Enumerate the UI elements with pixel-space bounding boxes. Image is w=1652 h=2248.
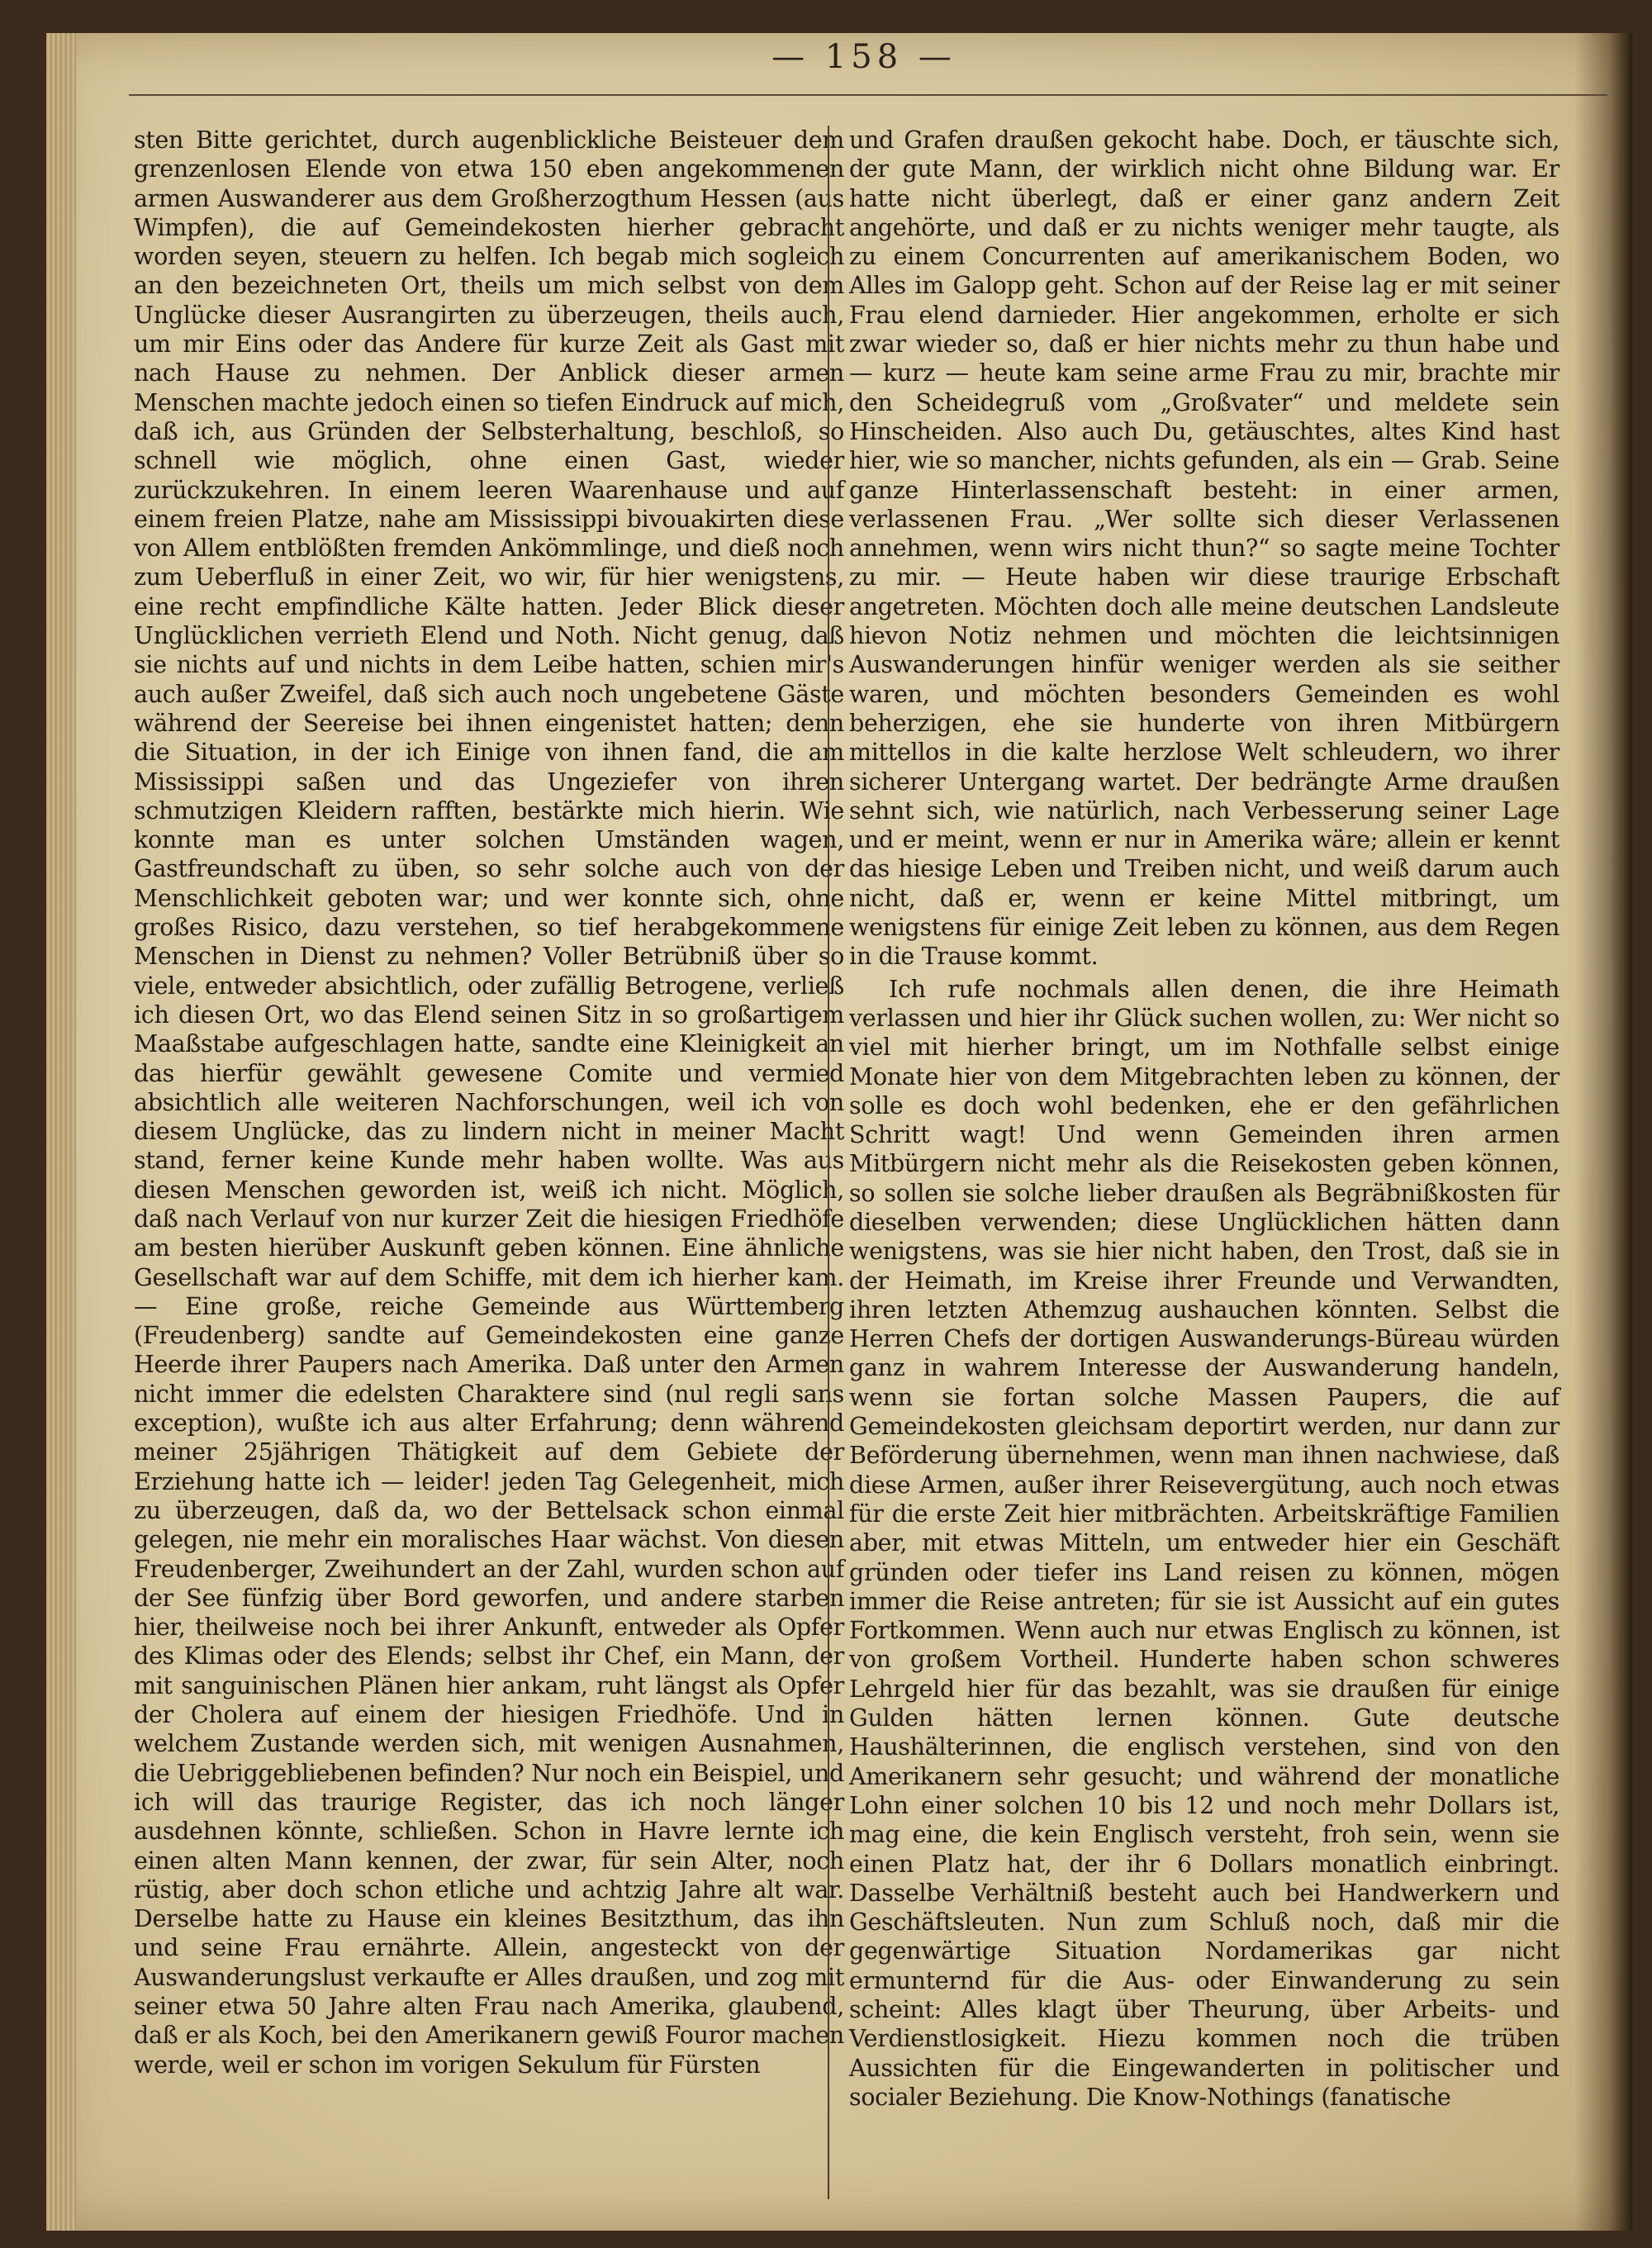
left-column (134, 126, 844, 2079)
page-stack-edge (46, 33, 76, 2231)
left-column-paragraph: sten Bitte gerichtet, durch augenblickliche Beisteuer dem grenzenlosen Elende von etwa 150 eben angekommenen armen Auswanderer aus dem Großherzogthum Hessen (aus Wimpfen), die auf Gemeindekosten hierher gebracht worden seyen, steuern zu helfen. Ich begab mich sogleich an den bezeichneten Ort, theils um mich selbst von dem Unglücke dieser Ausrangirten zu überzeugen, theils auch, um mir Eins oder das Andere für kurze Zeit als Gast mit nach Hause zu nehmen. Der Anblick dieser armen Menschen machte jedoch einen so tiefen Eindruck auf mich, daß ich, aus Gründen der Selbsterhaltung, beschloß, so schnell wie möglich, ohne einen Gast, wieder zurückzukehren. In einem leeren Waarenhause und auf einem freien Platze, nahe am Mississippi bivouakirten diese von Allem entblößten fremden Ankömmlinge, und dieß noch zum Ueberfluß in einer Zeit, wo wir, für hier wenigstens, eine recht empfindliche Kälte hatten. Jeder Blick dieser Unglücklichen verrieth Elend und Noth. Nicht genug, daß sie nichts auf und nichts in dem Leibe hatten, schien mir's auch außer Zweifel, daß sich auch noch ungebetene Gäste während der Seereise bei ihnen eingenistet hatten; denn die Situation, in der ich Einige von ihnen fand, die am Mississippi saßen und das Ungeziefer von ihren schmutzigen Kleidern rafften, bestärkte mich hierin. Wie konnte man es unter solchen Umständen wagen, Gastfreundschaft zu üben, so sehr solche auch von der Menschlichkeit geboten war; und wer konnte sich, ohne großes Risico, dazu verstehen, so tief herabgekommene Menschen in Dienst zu nehmen? Voller Betrübniß über so viele, entweder absichtlich, oder zufällig Betrogene, verließ ich diesen Ort, wo das Elend seinen Sitz in so großartigem Maaßstabe aufgeschlagen hatte, sandte eine Kleinigkeit an das hierfür gewählt gewesene Comite und vermied absichtlich alle weiteren Nachforschungen, weil ich von diesem Unglücke, das zu lindern nicht in meiner Macht stand, ferner keine Kunde mehr haben wollte. Was aus diesen Menschen geworden ist, weiß ich nicht. Möglich, daß nach Verlauf von nur kurzer Zeit die hiesigen Friedhöfe am besten hierüber Auskunft geben können. Eine ähnliche Gesellschaft war auf dem Schiffe, mit dem ich hierher kam. — Eine große, reiche Gemeinde aus Württemberg (Freudenberg) sandte auf Gemeindekosten eine ganze Heerde ihrer Paupers nach Amerika. Daß unter den Armen nicht immer die edelsten Charaktere sind (nul regli sans exception), wußte ich aus alter Erfahrung; denn während meiner 25jährigen Thätigkeit auf dem Gebiete der Erziehung hatte ich — leider! jeden Tag Gelegenheit, mich zu überzeugen, daß da, wo der Bettelsack schon einmal gelegen, nie mehr ein moralisches Haar wächst. Von diesen Freudenberger, Zweihundert an der Zahl, wurden schon auf der See fünfzig über Bord geworfen, und andere starben hier, theilweise noch bei ihrer Ankunft, entweder als Opfer des Klimas oder des Elends; selbst ihr Chef, ein Mann, der mit sanguinischen Plänen hier ankam, ruht längst als Opfer der Cholera auf einem der hiesigen Friedhöfe. Und in welchem Zustande werden sich, mit wenigen Ausnahmen, die Uebriggebliebenen befinden? Nur noch ein Beispiel, und ich will das traurige Register, das ich noch länger ausdehnen könnte, schließen. Schon in Havre lernte ich einen alten Mann kennen, der zwar, für sein Alter, noch rüstig, aber doch schon etliche und achtzig Jahre alt war. Derselbe hatte zu Hause ein kleines Besitzthum, das ihn und seine Frau ernährte. Allein, angesteckt von der Auswanderungslust verkaufte er Alles draußen, und zog mit seiner etwa 50 Jahre alten Frau nach Amerika, glaubend, daß er als Koch, bei den Amerikanern gewiß Fouror machen werde, weil er schon im vorigen Sekulum für Fürsten (134, 126, 844, 2079)
page-number: — 158 — (771, 38, 957, 76)
column-divider (828, 126, 829, 2199)
right-column (849, 126, 1559, 2112)
book-gutter (1574, 33, 1632, 2231)
header-rule (129, 94, 1607, 96)
book-page (46, 33, 1632, 2231)
right-column-paragraph: Ich rufe nochmals allen denen, die ihre Heimath verlassen und hier ihr Glück suchen wollen, zu: Wer nicht so viel mit hierher bringt, um im Nothfalle selbst einige Monate hier von dem Mitgebrachten leben zu können, der solle es doch wohl bedenken, ehe er den gefährlichen Schritt wagt! Und wenn Gemeinden ihren armen Mitbürgern nicht mehr als die Reisekosten geben können, so sollen sie solche lieber draußen als Begräbnißkosten für dieselben verwenden; diese Unglücklichen hätten dann wenigstens, was sie hier nicht haben, den Trost, daß sie in der Heimath, im Kreise ihrer Freunde und Verwandten, ihren letzten Athemzug aushauchen könnten. Selbst die Herren Chefs der dortigen Auswanderungs-Büreau würden ganz in wahrem Interesse der Auswanderung handeln, wenn sie fortan solche Massen Paupers, die auf Gemeindekosten gleichsam deportirt werden, nur dann zur Beförderung übernehmen, wenn man ihnen nachwiese, daß diese Armen, außer ihrer Reisevergütung, auch noch etwas für die erste Zeit hier mitbrächten. Arbeitskräftige Familien aber, mit etwas Mitteln, um entweder hier ein Geschäft gründen oder tiefer ins Land reisen zu können, mögen immer die Reise antreten; für sie ist Aussicht auf ein gutes Fortkommen. Wenn auch nur etwas Englisch zu können, ist von großem Vortheil. Hunderte haben schon schweres Lehrgeld hier für das bezahlt, was sie draußen für einige Gulden hätten lernen können. Gute deutsche Haushälterinnen, die englisch verstehen, sind von den Amerikanern sehr gesucht; und während der monatliche Lohn einer solchen 10 bis 12 und noch mehr Dollars ist, mag eine, die kein Englisch versteht, froh sein, wenn sie einen Platz hat, der ihr 6 Dollars monatlich einbringt. Dasselbe Verhältniß besteht auch bei Handwerkern und Geschäftsleuten. Nun zum Schluß noch, daß mir die gegenwärtige Situation Nordamerikas gar nicht ermunternd für die Aus- oder Einwanderung zu sein scheint: Alles klagt über Theurung, über Arbeits- und Verdienstlosigkeit. Hiezu kommen noch die trüben Aussichten für die Eingewanderten in politischer und socialer Beziehung. Die Know-Nothings (fanatische (849, 975, 1559, 2111)
right-column-paragraph: und Grafen draußen gekocht habe. Doch, er täuschte sich, der gute Mann, der wirklich nicht ohne Bildung war. Er hatte nicht überlegt, daß er einer ganz andern Zeit angehörte, und daß er zu nichts weniger mehr taugte, als zu einem Concurrenten auf amerikanischem Boden, wo Alles im Galopp geht. Schon auf der Reise lag er mit seiner Frau elend darnieder. Hier angekommen, erholte er sich zwar wieder so, daß er hier nichts mehr zu thun habe und — kurz — heute kam seine arme Frau zu mir, brachte mir den Scheidegruß vom „Großvater“ und meldete sein Hinscheiden. Also auch Du, getäuschtes, altes Kind hast hier, wie so mancher, nichts gefunden, als ein — Grab. Seine ganze Hinterlassenschaft besteht: in einer armen, verlassenen Frau. „Wer sollte sich dieser Verlassenen annehmen, wenn wirs nicht thun?“ so sagte meine Tochter zu mir. — Heute haben wir diese traurige Erbschaft angetreten. Möchten doch alle meine deutschen Landsleute hievon Notiz nehmen und möchten die leichtsinnigen Auswanderungen hinfür weniger werden als sie seither waren, und möchten besonders Gemeinden es wohl beherzigen, ehe sie hunderte von ihren Mitbürgern mittellos in die kalte herzlose Welt schleudern, wo ihrer sicherer Untergang wartet. Der bedrängte Arme draußen sehnt sich, wie natürlich, nach Verbesserung seiner Lage und er meint, wenn er nur in Amerika wäre; allein er kennt das hiesige Leben und Treiben nicht, und weiß darum auch nicht, daß er, wenn er keine Mittel mitbringt, um wenigstens für einige Zeit leben zu können, aus dem Regen in die Trause kommt. (849, 126, 1559, 971)
